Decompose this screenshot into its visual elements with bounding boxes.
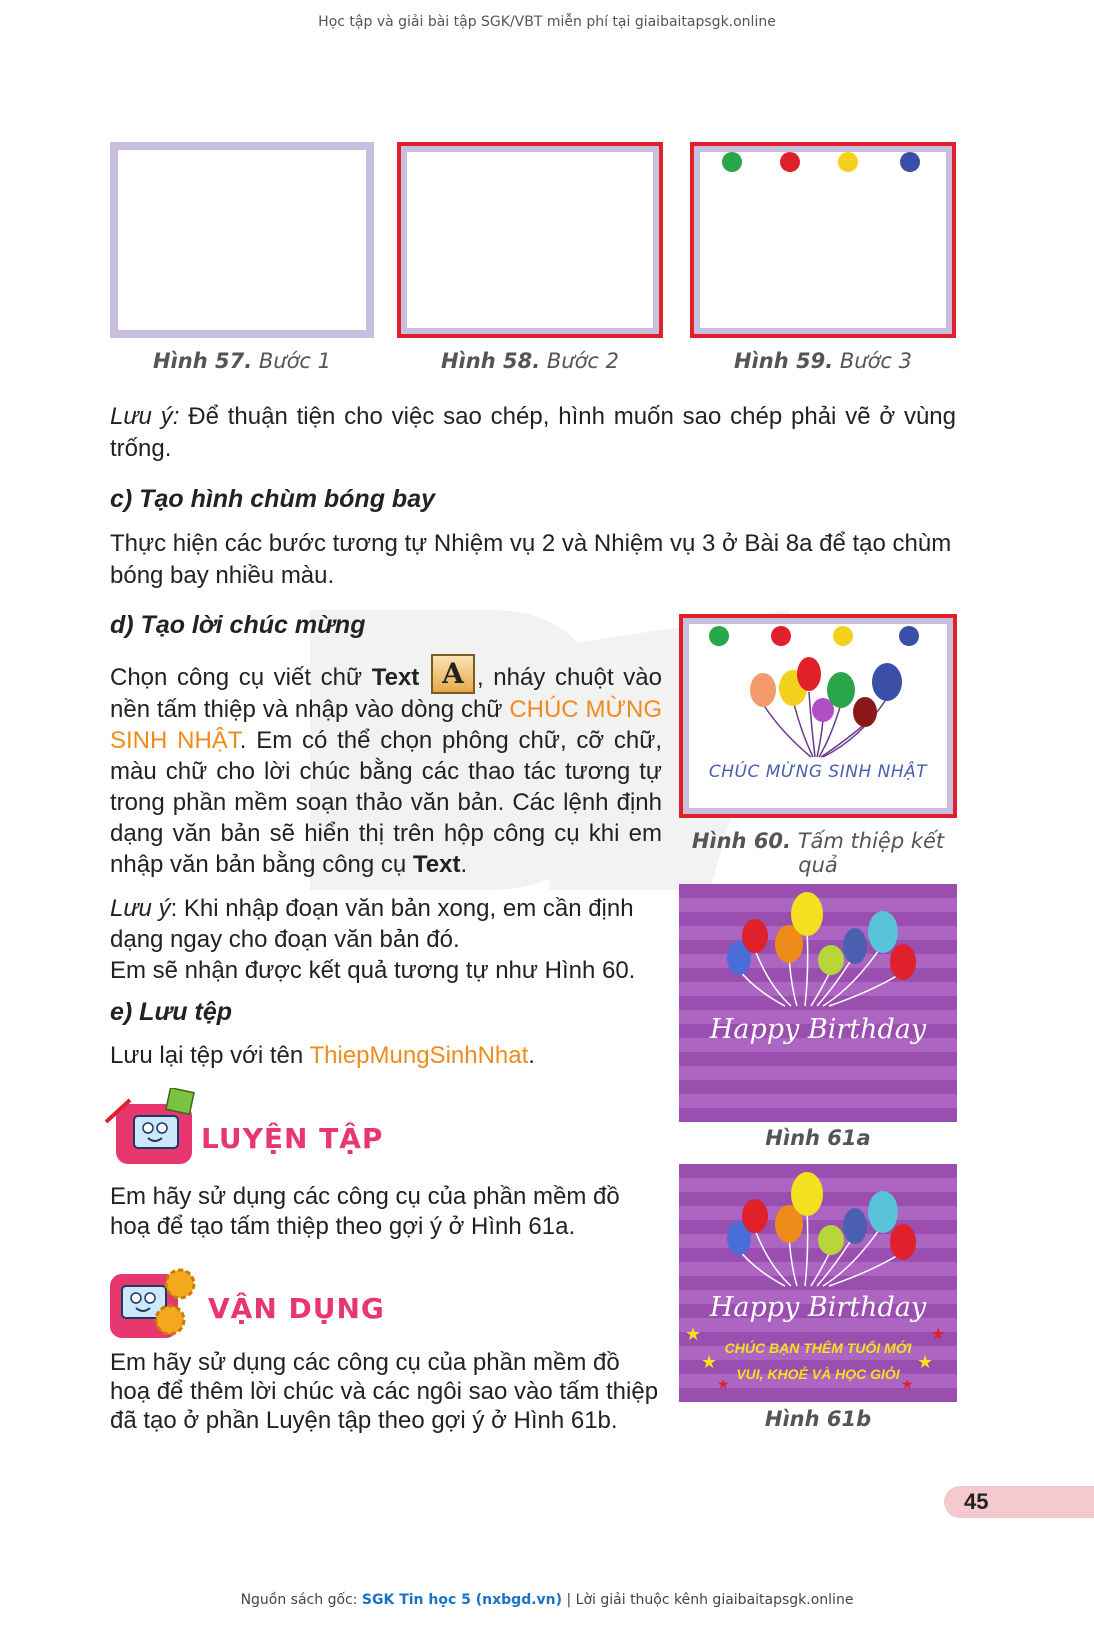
section-d-note: Lưu ý: Khi nhập đoạn văn bản xong, em cần định dạng ngay cho đoạn văn bản đó. xyxy=(110,895,634,953)
figure-59-caption: Hình 59. Bước 3 xyxy=(733,349,913,373)
section-c-title: c) Tạo hình chùm bóng bay xyxy=(110,485,435,513)
practice-mascot-icon xyxy=(104,1088,196,1168)
text-tool-icon: A xyxy=(431,654,475,694)
card-greeting-text: CHÚC MỪNG SINH NHẬT xyxy=(708,762,928,782)
section-e-body: Lưu lại tệp với tên ThiepMungSinhNhat. xyxy=(110,1042,535,1069)
balloon-bunch-icon xyxy=(725,1170,925,1288)
figure-57-frame xyxy=(110,142,374,338)
card-wish-line-2: VUI, KHOẺ VÀ HỌC GIỎI xyxy=(736,1366,900,1382)
figure-57-caption: Hình 57. Bước 1 xyxy=(152,349,332,373)
card-happy-birthday-text: Happy Birthday xyxy=(709,1292,927,1323)
star-icon: ★ xyxy=(717,1376,730,1392)
section-d-title: d) Tạo lời chúc mừng xyxy=(110,611,366,639)
practice-body: Em hãy sử dụng các công cụ của phần mềm đồ hoạ để tạo tấm thiệp theo gợi ý ở Hình 61a. xyxy=(110,1183,620,1240)
apply-section-title: VẬN DỤNG xyxy=(208,1292,385,1325)
balloon-bunch-icon xyxy=(741,652,911,762)
heart-blue-icon xyxy=(900,152,920,172)
figure-61b-caption: Hình 61b xyxy=(764,1407,872,1431)
practice-section-title: LUYỆN TẬP xyxy=(201,1122,384,1155)
figure-58-caption: Hình 58. Bước 2 xyxy=(440,349,620,373)
star-icon: ★ xyxy=(901,1376,914,1392)
star-icon: ★ xyxy=(685,1324,702,1344)
figure-61a-caption: Hình 61a xyxy=(765,1126,871,1150)
section-e-title: e) Lưu tệp xyxy=(110,998,233,1026)
heart-yellow-icon xyxy=(838,152,858,172)
heart-red-icon xyxy=(780,152,800,172)
section-d-result: Em sẽ nhận được kết quả tương tự như Hình 60. xyxy=(110,957,636,984)
figure-60-card xyxy=(679,614,957,818)
star-icon: ★ xyxy=(917,1352,934,1372)
source-link[interactable]: SGK Tin học 5 (nxbgd.vn) xyxy=(361,1592,563,1608)
figure-61b-card xyxy=(679,1164,957,1402)
heart-red-icon xyxy=(771,626,791,646)
star-icon: ★ xyxy=(931,1326,946,1343)
heart-green-icon xyxy=(709,626,729,646)
apply-mascot-icon xyxy=(108,1262,198,1342)
section-d-body: Chọn công cụ viết chữ Text A , nháy chuột vào nền tấm thiệp và nhập vào dòng chữ CHÚC MỪNG SINH NHẬT. Em có thể chọn phông chữ, cỡ chữ, màu chữ cho lời chúc bằng các thao tác tương tự trong phần mềm soạn thảo văn bản. Các lệnh định dạng văn bản sẽ hiển thị trên hộp công cụ khi em nhập văn bản bằng công cụ Text. xyxy=(110,662,662,880)
note-copy-area: Lưu ý: Để thuận tiện cho việc sao chép, hình muốn sao chép phải vẽ ở vùng trống. xyxy=(110,403,956,462)
page-number: 45 xyxy=(944,1486,1094,1518)
figure-61a-card xyxy=(679,884,957,1122)
section-c-body: Thực hiện các bước tương tự Nhiệm vụ 2 và Nhiệm vụ 3 ở Bài 8a để tạo chùm bóng bay nhiều màu. xyxy=(110,530,952,589)
figure-60-caption: Hình 60. Tấm thiệp kết quả xyxy=(691,829,945,877)
heart-green-icon xyxy=(722,152,742,172)
figure-59-frame xyxy=(690,142,956,338)
balloon-bunch-icon xyxy=(725,890,925,1008)
heart-yellow-icon xyxy=(833,626,853,646)
page-footer: Nguồn sách gốc: SGK Tin học 5 (nxbgd.vn) | Lời giải thuộc kênh giaibaitapsgk.online xyxy=(240,1592,854,1608)
card-wish-line-1: CHÚC BẠN THÊM TUỔI MỚI xyxy=(724,1340,912,1356)
figure-58-frame xyxy=(397,142,663,338)
heart-blue-icon xyxy=(899,626,919,646)
star-icon: ★ xyxy=(701,1352,718,1372)
apply-body: Em hãy sử dụng các công cụ của phần mềm đồ hoạ để thêm lời chúc và các ngôi sao vào tấm thiệp đã tạo ở phần Luyện tập theo gợi ý ở Hình 61b. xyxy=(110,1349,659,1434)
card-happy-birthday-text: Happy Birthday xyxy=(709,1014,927,1045)
page-header: Học tập và giải bài tập SGK/VBT miễn phí tại giaibaitapsgk.online xyxy=(318,14,776,30)
